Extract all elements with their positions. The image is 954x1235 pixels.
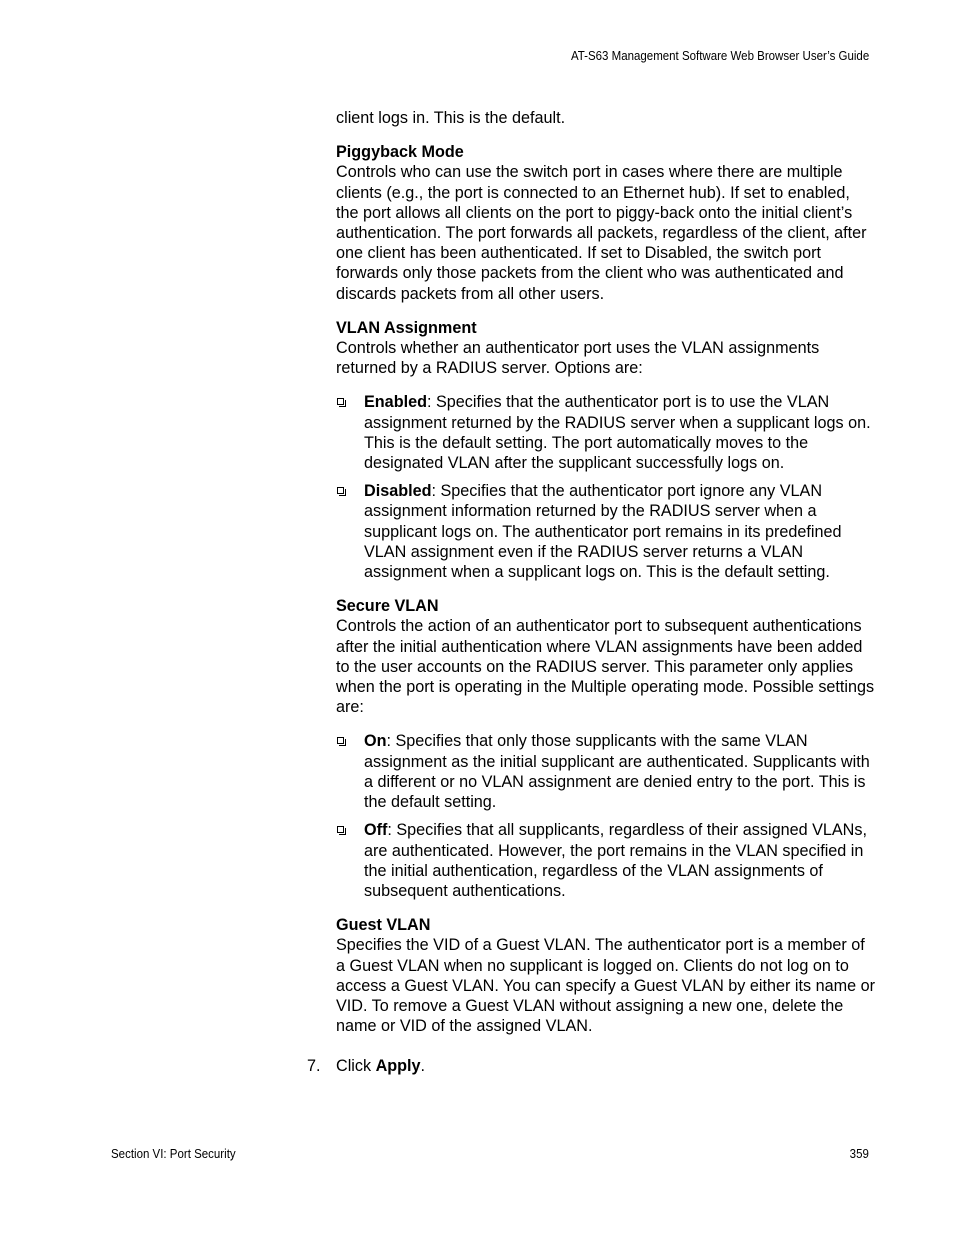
page-number: 359 — [849, 1147, 869, 1161]
section-piggyback-mode — [336, 142, 876, 304]
section-secure-vlan — [336, 596, 876, 901]
bullet-text: : Specifies that only those supplicants with the same VLAN assignment as the initial supplicant are authenticated. Supplicants with a different or no VLAN assignment are denied entry to the port. This is the default setting. — [364, 732, 870, 812]
bullet-term: Enabled — [364, 393, 427, 412]
running-header: AT-S63 Management Software Web Browser User’s Guide — [570, 49, 869, 63]
list-item — [336, 731, 876, 812]
section-body: Specifies the VID of a Guest VLAN. The authenticator port is a member of a Guest VLAN when no supplicant is logged on. Clients do not log on to access a Guest VLAN. You can specify a Guest VLAN by either its name or VID. To remove a Guest VLAN without assigning a new one, delete the name or VID of the assigned VLAN. — [336, 936, 875, 1036]
checkbox-bullet-icon — [337, 737, 344, 744]
section-heading: Piggyback Mode — [336, 143, 464, 162]
bullet-text: : Specifies that all supplicants, regardless of their assigned VLANs, are authenticated. However, the port remains in the VLAN specified in the initial authentication, regardless of the VLAN assignments of subsequent authentications. — [364, 821, 867, 900]
section-vlan-assignment — [336, 318, 876, 582]
bullet-text: : Specifies that the authenticator port ignore any VLAN assignment information returned by the RADIUS server when a supplicant logs on. The authenticator port remains in its predefined VLAN assignment even if the RADIUS server returns a VLAN assignment when a supplicant logs on. This is the default setting. — [364, 482, 842, 582]
bullet-term: Off — [364, 821, 388, 840]
section-heading: Guest VLAN — [336, 916, 431, 935]
bullet-term: Disabled — [364, 482, 432, 501]
bullet-text: : Specifies that the authenticator port is to use the VLAN assignment returned by the RADIUS server when a supplicant logs on. This is the default setting. The port automatically moves to the designated VLAN after the supplicant successfully logs on. — [364, 393, 871, 473]
checkbox-bullet-icon — [337, 398, 344, 405]
list-item — [336, 820, 876, 901]
list-item — [336, 481, 876, 582]
section-heading: Secure VLAN — [336, 597, 439, 616]
step-prefix: Click — [336, 1057, 376, 1075]
step-number: 7. — [307, 1057, 321, 1075]
footer-section: Section VI: Port Security — [111, 1147, 236, 1161]
page-content — [336, 108, 876, 1036]
section-guest-vlan — [336, 915, 876, 1036]
checkbox-bullet-icon — [337, 487, 344, 494]
intro-text: client logs in. This is the default. — [336, 109, 566, 127]
step-suffix: . — [420, 1057, 426, 1075]
list-item — [336, 392, 876, 473]
checkbox-bullet-icon — [337, 826, 344, 833]
section-body: Controls the action of an authenticator port to subsequent authentications after the initial authentication where VLAN assignments have been added to the user accounts on the RADIUS server. This parameter only applies when the port is operating in the Multiple operating mode. Possible settings are: — [336, 617, 875, 717]
procedure-step — [307, 1056, 425, 1076]
section-heading: VLAN Assignment — [336, 318, 477, 337]
section-body: Controls whether an authenticator port uses the VLAN assignments returned by a RADIUS server. Options are: — [336, 339, 820, 378]
section-body: Controls who can use the switch port in cases where there are multiple clients (e.g., the port is connected to an Ethernet hub). If set to enabled, the port allows all clients on the port to piggy-back onto the initial client’s authentication. The port forwards all packets, regardless of the client, after one client has been authenticated. If set to Disabled, the switch port forwards only those packets from the client who was authenticated and discards packets from all other users. — [336, 163, 867, 303]
bullet-term: On — [364, 732, 387, 751]
step-action: Apply — [375, 1057, 421, 1075]
